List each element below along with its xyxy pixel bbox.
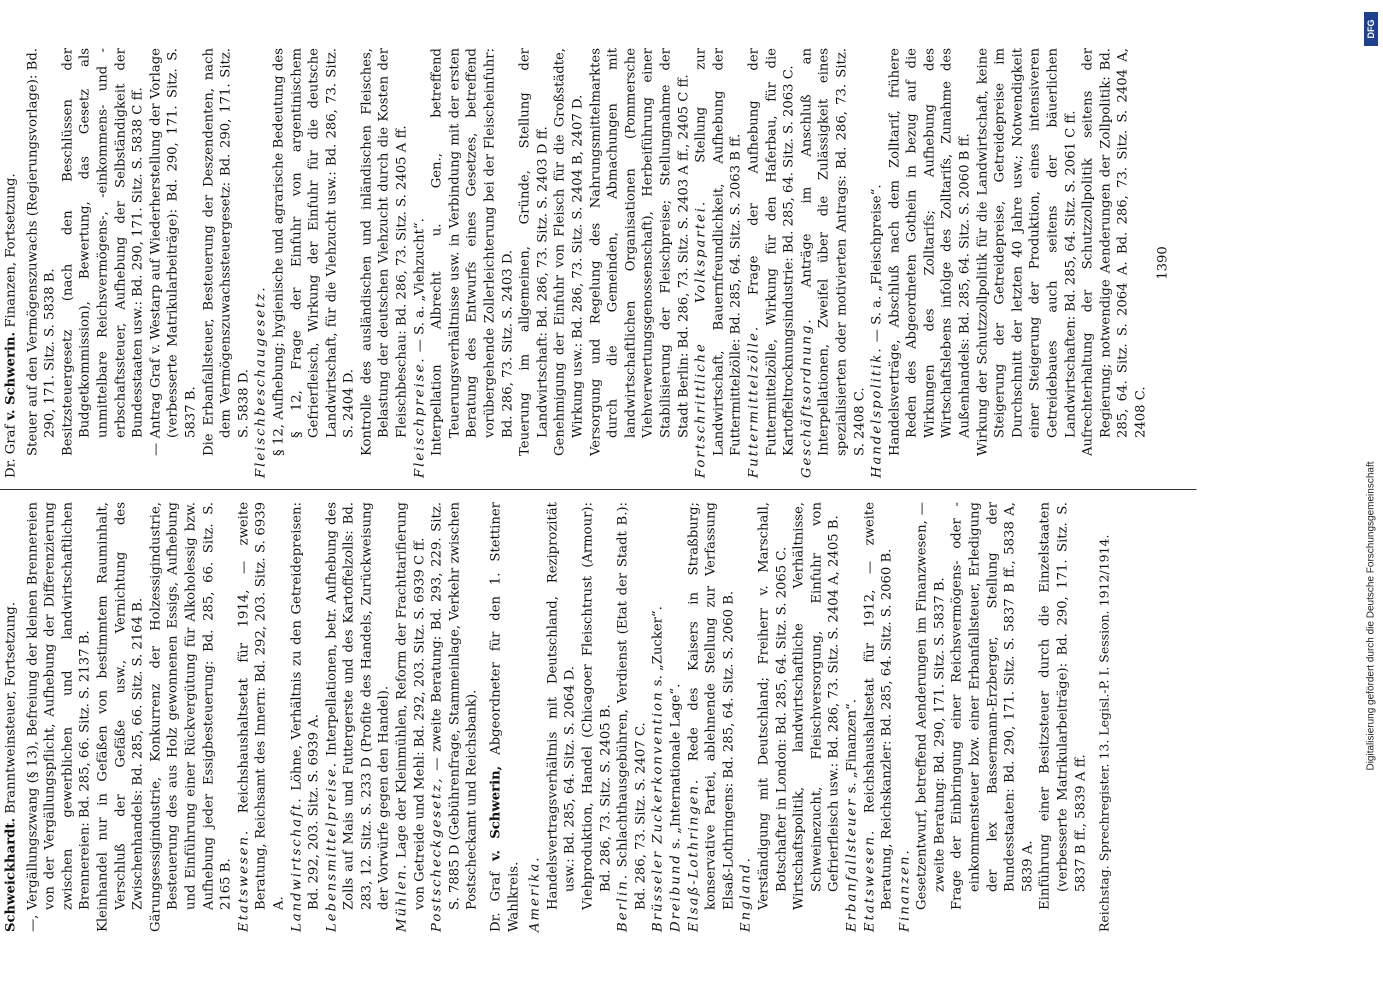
entry-text: Interpellationen, betr. Aufhebung des Zolls auf Mais und Futtergerste und des Kartoffelzolls: Bd. 283, 12. Sitz. S. 233 D (Profite des Handels, Zurückweisung der Vorwürfe gegen den Handel).	[324, 502, 392, 910]
entry-text: — S. a. „Fleischpreise“.	[869, 184, 885, 343]
entry-text: Steuer auf den Vermögenszuwachs (Regierungsvorlage): Bd. 290, 171. Sitz. S. 5838 B.	[25, 48, 58, 456]
entry-text: Versorgung und Regelung des Nahrungsmittelmarktes durch die Gemeinden, Abmachungen mit landwirtschaftlichen Organisationen (Pommersche Viehverwertungsgenossenschaft), Herbeiführung einer Stabilisierung der Fleischpreise; Stellungnahme der Stadt Berlin: Bd. 286, 73. Sitz. S. 2403 A ff., 2405 C ff.	[588, 48, 692, 456]
entry-category: Brüsseler Zuckerkonvention	[650, 690, 666, 932]
register-entry	[974, 48, 1080, 478]
register-entry	[552, 48, 587, 478]
register-entry	[411, 48, 429, 478]
register-entry	[1037, 502, 1090, 932]
register-entry	[429, 502, 482, 932]
speaker-name: v. Schwerin.	[3, 331, 19, 421]
entry-text: Handelsverträge, Abschluß nach dem Zolltarif, frühere Reden des Abgeordneten Gothein in bezug auf die Wirkungen des Zolltarifs; Aufhebung des Wirtschaftslebens infolge des Zolltarifs, Zunahme des Außenhandels: Bd. 285, 64. Sitz. S. 2060 B ff.	[887, 48, 973, 456]
register-entry	[615, 502, 650, 932]
entry-text: s. „Internationale Lage“.	[668, 683, 684, 850]
entry-text: s. „Zucker“.	[650, 606, 666, 687]
speaker-name: v. Schwerin,	[488, 765, 504, 861]
entry-text: Anträge im Anschluß an Interpellationen, Zweifel über die Zulässigkeit eines spezialisierten oder motivierten Antrags: Bd. 286, 73. Sitz. S. 2408 C.	[799, 48, 867, 456]
register-entry	[200, 48, 253, 478]
entry-text: Frage der Aufhebung der Futtermittelzölle, Wirkung für den Haferbau, für die Kartoffeltrocknungsindustrie: Bd. 285, 64. Sitz. S. 2063 C.	[746, 48, 797, 456]
entry-text: Wirtschaftspolitik, landwirtschaftliche Verhältnisse, Schweinezucht, Fleischversorgung, Einfuhr von Gefrierfleisch usw.: Bd. 286, 73. Sitz. S. 2404 A, 2405 B.	[791, 502, 842, 910]
entry-category: Etatswesen.	[862, 828, 877, 932]
entry-category: Lebensmittelpreise.	[324, 761, 340, 932]
entry-category: Futtermittelzölle.	[746, 324, 762, 478]
entry-text: Einführung einer Besitzsteuer durch die Einzelstaaten (verbesserte Matrikularbeiträge): Bd. 290, 171. Sitz. S. 5837 B ff., 5839 A ff.	[1037, 502, 1089, 910]
entry-text: — zweite Beratung: Bd. 293, 229. Sitz. S. 7885 D (Gebührenfrage, Stammeinlage, Verkehr zwischen Postscheckamt und Reichsbank).	[429, 502, 480, 910]
register-entry: —, Vergällungszwang (§ 13), Befreiung der kleinen Brennereien von der Vergällungspflicht, Aufhebung der Differenzierung zwischen gewerblichen und landwirtschaftlichen Brennereien: Bd. 285, 66. Sitz. S. 2137 B.	[25, 502, 93, 932]
speaker-prefix: Dr. Graf	[488, 871, 504, 932]
entry-text: Gesetzentwurf, betreffend Aenderungen im Finanzwesen, — zweite Beratung: Bd. 290, 171. Sitz. S. 5837 B.	[914, 502, 948, 910]
register-entry	[914, 502, 949, 932]
register-entry	[1080, 48, 1150, 478]
entry-text: Genehmigung der Einfuhr von Fleisch für die Großstädte, Wirkung usw.: Bd. 286, 73. Sitz. S. 2404 B, 2407 D.	[552, 48, 586, 456]
register-entry	[745, 48, 798, 478]
entry-text: s. „Finanzen“.	[844, 699, 860, 794]
entry-category: Postscheckgesetz,	[429, 776, 445, 932]
register-entry: Kleinhandel nur in Gefäßen von bestimmtem Rauminhalt, Verschluß der Gefäße usw., Vernichtung des Zwischenhandels: Bd. 285, 66. Sitz. S. 2164 B.	[95, 502, 146, 932]
register-entry	[323, 502, 393, 932]
entry-category: Mühlen.	[394, 862, 410, 932]
entries-group-1	[24, 502, 235, 932]
entry-category: Finanzen.	[897, 848, 913, 932]
entry-category: Berlin.	[615, 873, 631, 932]
entry-category: Fortschrittliche Volkspartei.	[693, 199, 709, 478]
speaker-heading-schweickhardt	[3, 502, 21, 932]
entry-text: Interpellation Albrecht u. Gen., betreffend Teuerungsverhältnisse usw. in Verbindung mit der ersten Beratung des Entwurfs eines Gesetzes, betreffend vorübergehende Zollerleichterung bei der Fleischeinfuhr: Bd. 286, 73. Sitz. S. 2403 D.	[429, 48, 516, 456]
entry-text: Frage der Einbringung einer Reichsvermögens- oder -einkommensteuer bzw. einer Erbanfallsteuer, Erledigung der lex Bassermann-Erzberger, Stellung der Bundesstaaten: Bd. 290, 171. Sitz. S. 5837 B ff., 5838 A, 5839 A.	[949, 502, 1036, 910]
register-entry	[544, 502, 579, 932]
register-entry	[394, 502, 429, 932]
entry-category: England.	[738, 856, 754, 932]
register-entry	[580, 502, 615, 932]
register-entry	[869, 48, 887, 478]
register-entry	[896, 502, 914, 932]
register-entry	[693, 48, 746, 478]
register-entry	[886, 48, 974, 478]
entries-group-3	[527, 502, 1090, 932]
entry-category: Landwirtschaft.	[289, 796, 304, 932]
entry-text: Verständigung mit Deutschland; Freiherr v. Marschall, Botschafter in London: Bd. 285, 64. Sitz. S. 2065 C.	[756, 502, 790, 910]
entry-text: Aufrechterhaltung der Schutzzollpolitik seitens der Regierung; notwendige Aenderungen der Zollpolitik: Bd. 285, 64. Sitz. S. 2064 A. Bd. 286, 73. Sitz. S. 2404 A, 2408 C.	[1080, 48, 1149, 456]
entry-text: Die Erbanfallsteuer, Besteuerung der Deszendenten, nach dem Vermögenszuwachssteuergesetz: Bd. 290, 171. Sitz. S. 5838 D.	[201, 48, 252, 456]
register-entry	[738, 502, 756, 932]
speaker-heading-schwerin	[488, 502, 523, 932]
speaker-prefix: Dr. Graf	[3, 424, 19, 478]
entry-text: — Antrag Graf v. Westarp auf Wiederherstellung der Vorlage (verbesserte Matrikularbeiträge): Bd. 290, 171. Sitz. S. 5837 B.	[148, 48, 199, 456]
entry-category: Fleischpreise.	[412, 356, 428, 478]
register-entry	[587, 48, 693, 478]
register-entry	[798, 48, 868, 478]
column-divider	[0, 489, 1197, 490]
entry-text: Rede des Kaisers in Straßburg; konservative Partei, ablehnende Stellung zur Verfassung Elsaß-Lothringens: Bd. 285, 64. Sitz. S. 2060 B.	[686, 502, 737, 910]
register-entry	[147, 48, 200, 478]
speaker-heading-schwerin-continued	[3, 48, 21, 478]
register-entry	[685, 502, 738, 932]
entry-text: Schlachthausgebühren, Verdienst (Etat der Stadt B.): Bd. 286, 73. Sitz. S. 2407 C.	[615, 502, 649, 910]
register-entry	[59, 48, 147, 478]
entries-group-right	[24, 48, 1150, 478]
register-entry: Gärungsessigindustrie, Konkurrenz der Holzessigindustrie, Besteuerung des aus Holz gewonnenen Essigs, Aufhebung und Einführung einer Rückvergütung für Alkoholessig bzw. Aufhebung jeder Essigbesteuerung: Bd. 285, 66. Sitz. S. 2165 B.	[148, 502, 234, 932]
register-entry	[650, 502, 668, 932]
register-entry	[755, 502, 790, 932]
register-entry	[358, 48, 411, 478]
entry-text: Wirkung der Schutzzollpolitik für die Landwirtschaft, keine Steigerung der Getreidepreise, Getreidepreise im Durchschnitt der letzten 40 Jahre usw.; Notwendigkeit einer Steigerung der Produktion, eines intensiveren Getreidebaues auch seitens der bäuerlichen Landwirtschaften: Bd. 285, 64. Sitz. S. 2061 C ff.	[975, 48, 1079, 456]
digitization-text: Digitalisierung gefördert durch die Deutsche Forschungsgemeinschaft	[1365, 461, 1377, 771]
register-entry	[843, 502, 861, 932]
register-entry	[861, 502, 896, 932]
left-column	[0, 502, 1212, 932]
register-entry	[949, 502, 1037, 932]
entry-text: Lage der Kleinmühlen, Reform der Frachttarifierung von Getreide und Mehl: Bd. 292, 203. Sitz. S. 6939 C ff.	[394, 502, 428, 910]
speaker-topic: Branntweinsteuer, Fortsetzung.	[3, 601, 19, 814]
left-footer: Reichstag. Sprechregister. 13. Legisl.-P. I. Session. 1912/1914.	[1096, 534, 1112, 932]
entry-category: Dreibund	[668, 853, 684, 932]
entry-category: Fleischbeschaugesetz.	[253, 285, 269, 478]
register-entry	[527, 502, 545, 932]
entry-text: Handelsvertragsverhältnis mit Deutschland, Reziprozität usw.: Bd. 285, 64. Sitz. S. 2064 D.	[545, 502, 578, 910]
register-entry	[235, 502, 288, 932]
digitization-note	[1361, 6, 1381, 996]
register-entry	[253, 48, 271, 478]
entry-text: Viehproduktion, Handel (Chicagoer Fleischtrust (Armour): Bd. 286, 73. Sitz. S. 2405 B.	[580, 502, 614, 910]
entry-category: Handelspolitik.	[869, 346, 885, 478]
entry-category: Geschäftsordnung.	[799, 317, 815, 478]
entry-text: — S. a. „Viehzucht“.	[412, 218, 428, 353]
entry-text: Kontrolle des ausländischen und inländischen Fleisches, Belastung der deutschen Viehzucht durch die Kosten der Fleischbeschau: Bd. 286, 73. Sitz. S. 2405 A ff.	[359, 48, 410, 456]
entry-text: § 12, Aufhebung; hygienische und agrarische Bedeutung des § 12, Frage der Einfuhr von argentinischem Gefrierfleisch, Wirkung der Einfuhr für die deutsche Landwirtschaft, für die Viehzucht usw.: Bd. 286, 73. Sitz. S. 2404 D.	[271, 48, 357, 456]
speaker-description: Abgeordneter für den 1. Stettiner Wahlkreis.	[488, 502, 522, 932]
speaker-topic: Finanzen, Fortsetzung.	[3, 173, 19, 328]
register-entry	[288, 502, 323, 932]
register-entry	[667, 502, 685, 932]
entries-group-2	[235, 502, 481, 932]
register-entry	[517, 48, 552, 478]
entry-category: Elsaß-Lothringen.	[686, 777, 702, 932]
right-footer: 1390	[1155, 246, 1171, 280]
entry-text: Löhne, Verhältnis zu den Getreidepreisen: Bd. 292, 203. Sitz. S. 6939 A.	[289, 502, 322, 910]
dfg-logo: DFG	[1364, 12, 1378, 46]
speaker-name: Schweickhardt.	[3, 817, 19, 932]
entry-text: Besitzsteuergesetz (nach den Beschlüssen der Budgetkommission), Bewertung, das Gesetz als unmittelbare Reichsvermögens-, -einkommens- und -erbschaftssteuer, Aufhebung der Selbständigkeit der Bundesstaaten usw.: Bd. 290, 171. Sitz. S. 5838 C ff.	[60, 48, 146, 456]
entry-text: Teuerung im allgemeinen, Gründe, Stellung der Landwirtschaft: Bd. 286, 73. Sitz. S. 2403 D ff.	[517, 48, 551, 456]
register-entry	[24, 48, 59, 478]
register-entry	[429, 48, 517, 478]
right-column	[0, 48, 1212, 478]
entry-text: Stellung zur Landwirtschaft, Bauernfreundlichkeit, Aufhebung der Futtermittelzölle: Bd. 285, 64. Sitz. S. 2063 B ff.	[693, 48, 744, 456]
entry-text: Reichshaushaltsetat für 1912, — zweite Beratung, Reichskanzler: Bd. 285, 64. Sitz. S. 2060 B.	[862, 502, 895, 910]
entry-category: Amerika.	[527, 855, 543, 932]
register-entry	[791, 502, 844, 932]
entry-category: Etatswesen.	[236, 828, 252, 932]
entry-text: Reichshaushaltsetat für 1914, — zweite Beratung, Reichsamt des Innern: Bd. 292, 203. Sitz. S. 6939 A.	[236, 502, 287, 910]
register-entry	[270, 48, 358, 478]
entry-category: Erbanfallsteuer	[844, 797, 860, 932]
